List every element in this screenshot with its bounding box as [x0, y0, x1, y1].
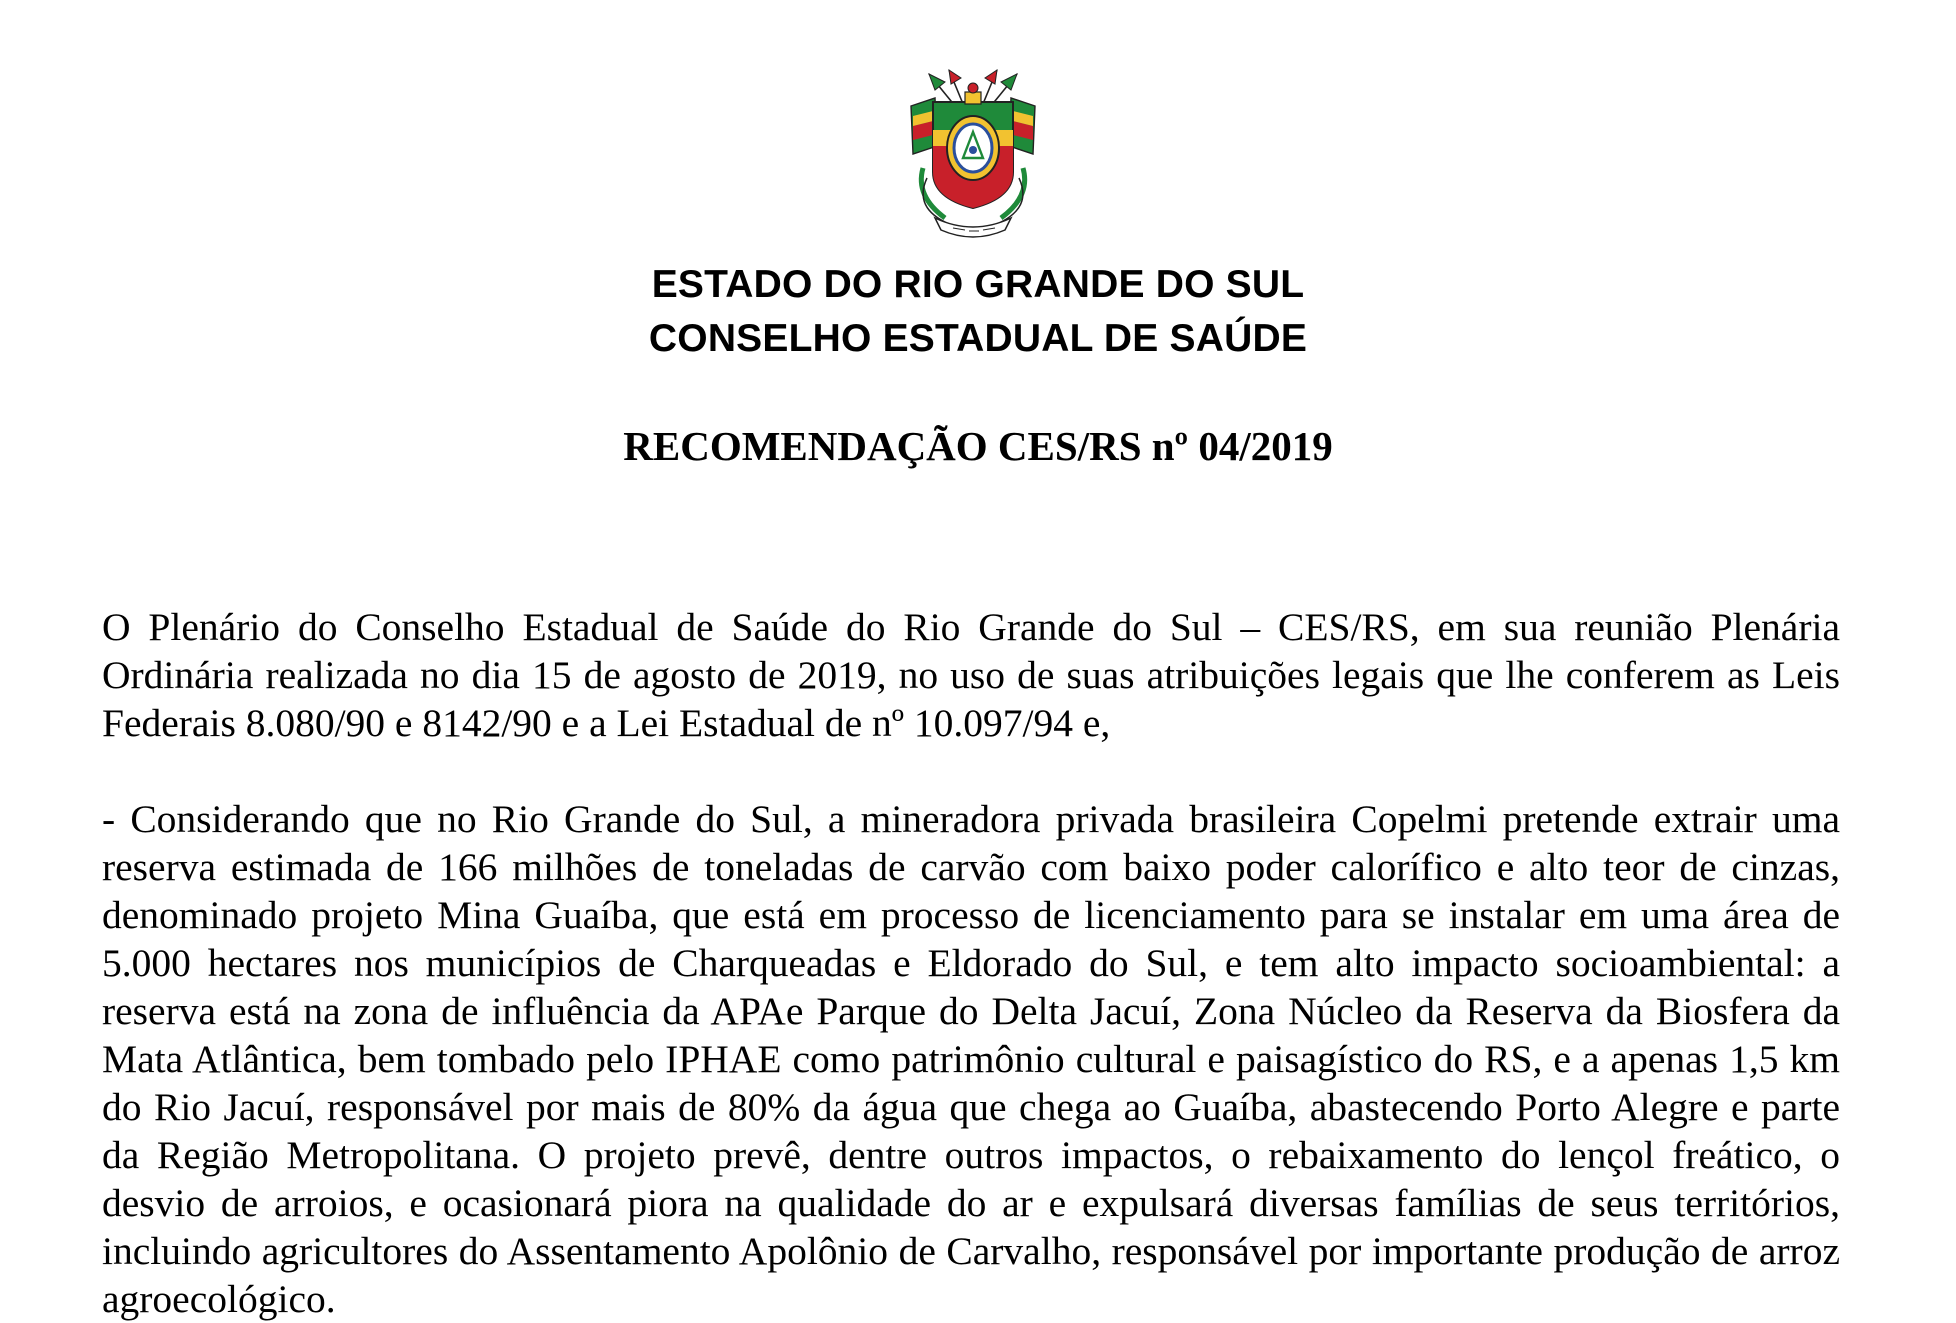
- document-title: RECOMENDAÇÃO CES/RS nº 04/2019: [623, 423, 1333, 469]
- state-coat-of-arms-icon: [905, 68, 1041, 238]
- state-name-heading: ESTADO DO RIO GRANDE DO SUL: [651, 263, 1305, 306]
- council-name-heading: CONSELHO ESTADUAL DE SAÚDE: [648, 317, 1308, 360]
- paragraph-considering-mina-guaiba: - Considerando que no Rio Grande do Sul, a mineradora privada brasileira Copelmi pretende extrair uma reserva estimada de 166 milhões de toneladas de carvão com baixo poder calorífico e alto teor de cinzas, denominado projeto Mina Guaíba, que está em processo de licenciamento para se instalar em uma área de 5.000 hectares nos municípios de Charqueadas e Eldorado do Sul, e tem alto impacto socioambiental: a reserva está na zona de influência da APAe Parque do Delta Jacuí, Zona Núcleo da Reserva da Biosfera da Mata Atlântica, bem tombado pelo IPHAE como patrimônio cultural e paisagístico do RS, e a apenas 1,5 km do Rio Jacuí, responsável por mais de 80% da água que chega ao Guaíba, abastecendo Porto Alegre e parte da Região Metropolitana. O projeto prevê, dentre outros impactos, o rebaixamento do lençol freático, o desvio de arroios, e ocasionará piora na qualidade do ar e expulsará diversas famílias de seus territórios, incluindo agricultores do Assentamento Apolônio de Carvalho, responsável por importante produção de arroz agroecológico.: [102, 796, 1840, 1321]
- paragraph-preamble: O Plenário do Conselho Estadual de Saúde do Rio Grande do Sul – CES/RS, em sua reunião Plenária Ordinária realizada no dia 15 de agosto de 2019, no uso de suas atribuições legais que lhe conferem as Leis Federais 8.080/90 e 8142/90 e a Lei Estadual de nº 10.097/94 e,: [102, 604, 1840, 745]
